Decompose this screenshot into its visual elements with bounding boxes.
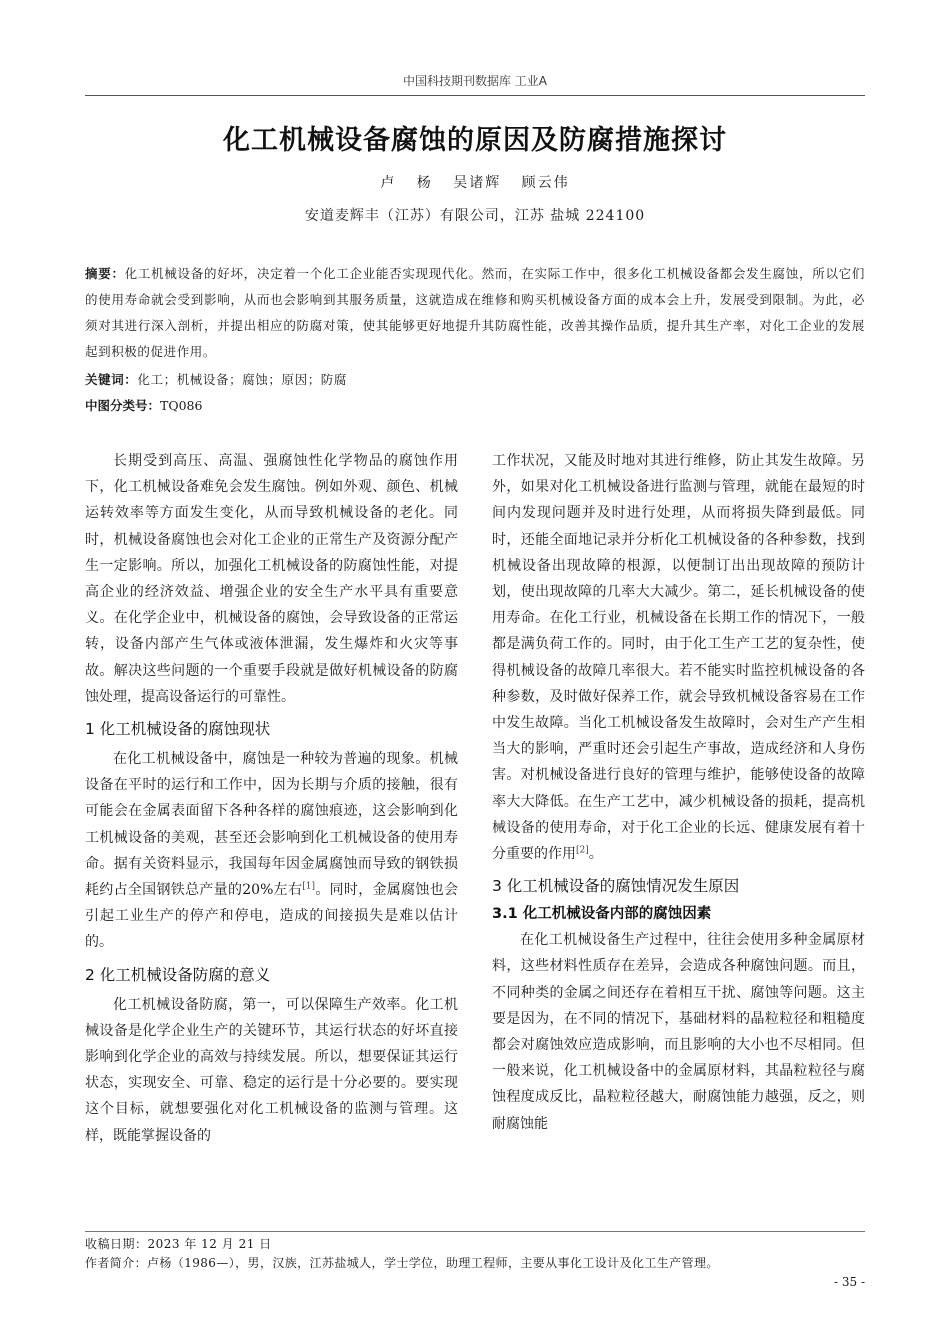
keywords-label: 关键词：	[85, 372, 138, 387]
citation-2: [2]	[576, 845, 589, 856]
clc-text: TQ086	[160, 398, 203, 413]
author-bio: 作者简介：卢杨（1986—），男，汉族，江苏盐城人，学士学位，助理工程师，主要从事化工设计及化工生产管理。	[85, 1256, 719, 1270]
footnote-divider	[85, 1231, 865, 1232]
section-3-1-heading: 3.1 化工机械设备内部的腐蚀因素	[492, 906, 712, 923]
received-date: 收稿日期：2023 年 12 月 21 日	[85, 1237, 272, 1251]
keywords	[85, 369, 865, 391]
section-1-heading: 1 化工机械设备的腐蚀现状	[85, 720, 271, 739]
section-3-1-paragraph: 在化工机械设备生产过程中，往往会使用多种金属原材料，这些材料性质存在差异，会造成各种腐蚀问题。而且，不同种类的金属之间还存在着相互干扰、腐蚀等问题。这主要是因为，在不同的情况下，基础材料的晶粒粒径和粗糙度都会对腐蚀效应造成影响，而且影响的大小也不尽相同。但一般来说，化工机械设备中的金属原材料，其晶粒粒径与腐蚀程度成反比，晶粒粒径越大，耐腐蚀能力越强，反之，则耐腐蚀能	[492, 932, 865, 1132]
abstract	[85, 261, 865, 365]
section-2-text-b: 。	[588, 846, 603, 863]
section-3-heading: 3 化工机械设备的腐蚀情况发生原因	[492, 877, 740, 896]
section-2-paragraph: 化工机械设备防腐，第一，可以保障生产效率。化工机械设备是化学企业生产的关键环节，其运行状态的好坏直接影响到化学企业的高效与持续发展。所以，想要保证其运行状态，实现安全、可靠、稳定的运行是十分必要的。要实现这个目标，就想要强化对化工机械设备的监测与管理。这样，既能掌握设备的	[85, 996, 458, 1144]
section-2-continued	[492, 448, 865, 867]
page-title: 化工机械设备腐蚀的原因及防腐措施探讨	[223, 125, 727, 156]
affiliation: 安道麦辉丰（江苏）有限公司，江苏 盐城 224100	[304, 208, 646, 224]
section-1-text-b: 。同时，金属腐蚀也会引起工业生产的停产和停电，造成的间接损失是难以估计的。	[85, 882, 458, 951]
section-2-text-a: 工作状况，又能及时地对其进行维修，防止其发生故障。另外，如果对化工机械设备进行监测与管理，就能在最短的时间内发现问题并及时进行处理，从而将损失降到最低。同时，还能全面地记录并分析化工机械设备的各种参数，找到机械设备出现故障的根源，以便制订出出现故障的预防计划，使出现故障的几率大大减少。第二，延长机械设备的使用寿命。在化工行业，机械设备在长期工作的情况下，一般都是满负荷工作的。同时，由于化工生产工艺的复杂性，使得机械设备的故障几率很大。若不能实时监控机械设备的各种参数，及时做好保养工作，就会导致机械设备容易在工作中发生故障。当化工机械设备发生故障时，会对生产产生相当大的影响，严重时还会引起生产事故，造成经济和人身伤害。对机械设备进行良好的管理与维护，能够使设备的故障率大大降低。在生产工艺中，减少机械设备的损耗，提高机械设备的使用寿命，对于化工企业的长远、健康发展有着十分重要的作用	[492, 453, 865, 863]
classification-number	[85, 395, 865, 417]
abstract-text: 化工机械设备的好坏，决定着一个化工企业能否实现现代化。然而，在实际工作中，很多化工机械设备都会发生腐蚀，所以它们的使用寿命就会受到影响，从而也会影响到其服务质量，这就造成在维修和购买机械设备方面的成本会上升，发展受到限制。为此，必须对其进行深入剖析，并提出相应的防腐对策，使其能够更好地提升其防腐性能，改善其操作品质，提升其生产率，对化工企业的发展起到积极的促进作用。	[85, 266, 865, 359]
right-column	[492, 448, 865, 1137]
section-1-text-a: 在化工机械设备中，腐蚀是一种较为普遍的现象。机械设备在平时的运行和工作中，因为长期与介质的接触，很有可能会在金属表面留下各种各样的腐蚀痕迹，这会影响到化工机械设备的美观，甚至还会影响到化工机械设备的使用寿命。据有关资料显示，我国每年因金属腐蚀而导致的钢铁损耗约占全国钢铁总产量的20%左右	[85, 751, 458, 899]
section-1-paragraph	[85, 746, 458, 956]
left-column	[85, 448, 458, 1149]
intro-paragraph: 长期受到高压、高温、强腐蚀性化学物品的腐蚀作用下，化工机械设备难免会发生腐蚀。例如外观、颜色、机械运转效率等方面发生变化，从而导致机械设备的老化。同时，机械设备腐蚀也会对化工企业的正常生产及资源分配产生一定影响。所以，加强化工机械设备的防腐蚀性能，对提高企业的经济效益、增强企业的安全生产水平具有重要意义。在化学企业中，机械设备的腐蚀，会导致设备的正常运转，设备内部产生气体或液体泄漏，发生爆炸和火灾等事故。解决这些问题的一个重要手段就是做好机械设备的防腐蚀处理，提高设备运行的可靠性。	[85, 453, 458, 705]
citation-1: [1]	[302, 881, 316, 892]
clc-label: 中图分类号：	[85, 398, 161, 413]
keywords-text: 化工；机械设备；腐蚀；原因；防腐	[137, 372, 348, 387]
page-number: - 35 -	[833, 1275, 865, 1289]
section-2-heading: 2 化工机械设备防腐的意义	[85, 965, 271, 984]
abstract-label: 摘要：	[85, 266, 125, 281]
authors: 卢 杨 吴诸辉 顾云伟	[380, 175, 570, 191]
journal-header: 中国科技期刊数据库 工业A	[85, 72, 865, 96]
